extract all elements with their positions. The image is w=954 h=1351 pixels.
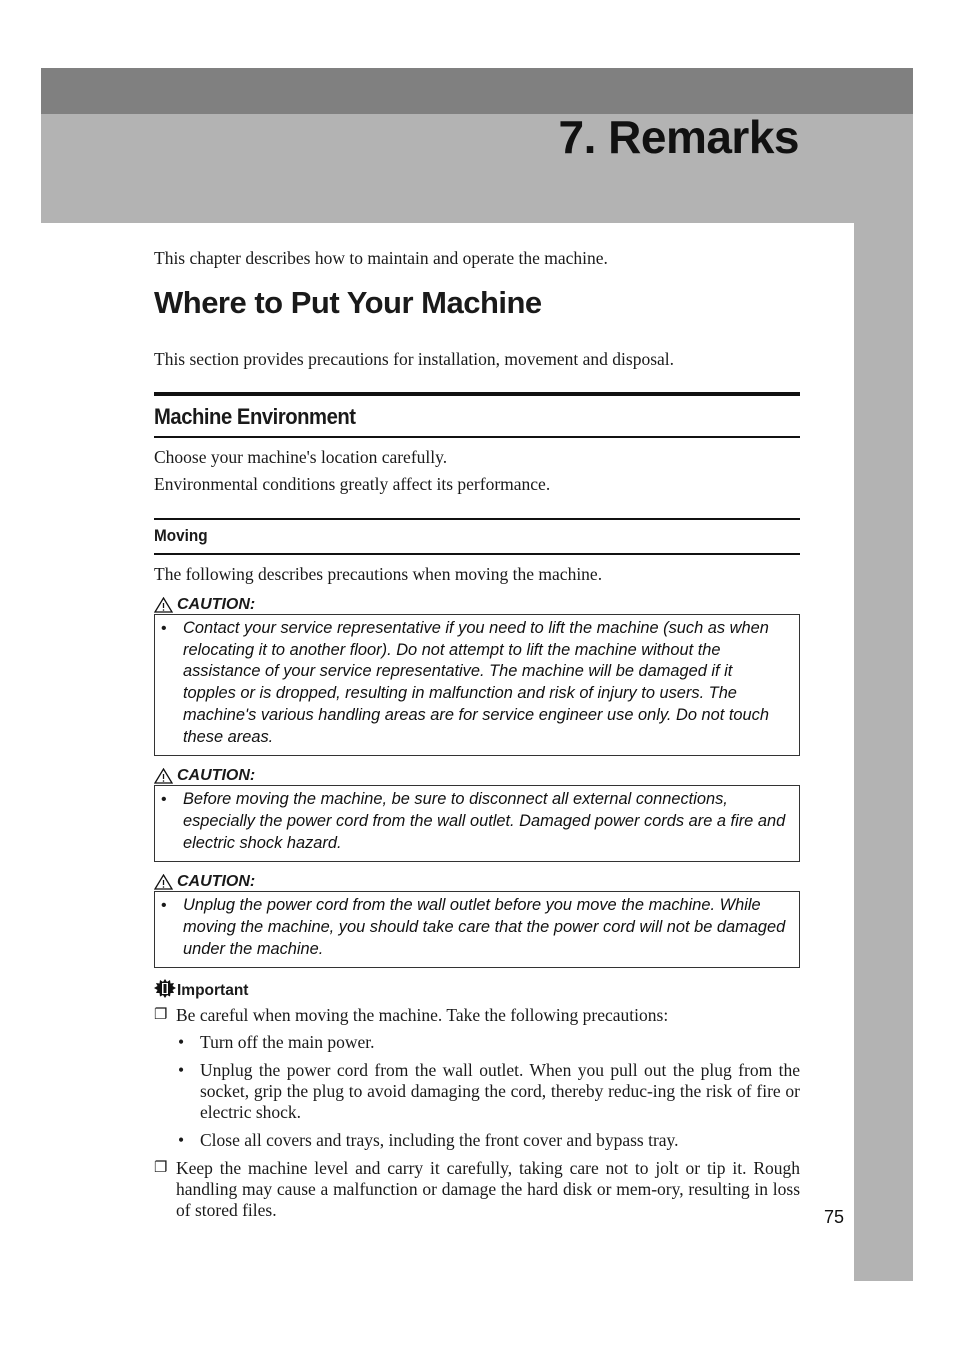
important-item [154,1158,800,1221]
environment-text [154,444,800,498]
important-label: Important [177,982,249,1000]
caution-label: CAUTION: [177,873,256,891]
warning-triangle-icon [154,874,173,890]
caution-block [154,873,800,968]
caution-heading [154,767,800,785]
section-description: This section provides precautions for installation, movement and disposal. [154,349,675,369]
caution-block [154,767,800,862]
warning-triangle-icon [154,597,173,613]
list-item-text: Unplug the power cord from the wall outlet. When you pull out the plug from the socket, grip the plug to avoid damaging the cord, thereby reduc-ing the risk of fire or electric shock. [200,1060,800,1123]
caution-box [154,891,800,968]
bullet-icon: • [161,791,167,809]
moving-header [154,518,800,555]
bullet-icon: • [178,1032,185,1053]
important-badge-icon [154,979,177,1004]
header-band-dark [41,68,913,114]
warning-triangle-icon [154,768,173,784]
caution-box [154,785,800,862]
important-item-text: Be careful when moving the machine. Take the following precautions: [176,1005,669,1026]
list-item-text: Close all covers and trays, including the front cover and bypass tray. [200,1130,679,1151]
page-number: 75 [824,1207,845,1227]
moving-title: Moving [154,526,208,545]
caution-text: Unplug the power cord from the wall outlet before you move the machine. While moving the machine, you should take care that the power cord will not be damaged under the machine. [183,896,786,958]
caution-heading [154,873,800,891]
precaution-list [176,1032,800,1151]
bullet-icon: • [178,1130,185,1151]
list-item [176,1032,800,1053]
page-content [154,245,800,1221]
caution-label: CAUTION: [177,596,256,613]
bullet-icon: • [161,897,167,915]
side-margin-bar [854,223,913,1281]
caution-text: Before moving the machine, be sure to disconnect all external connections, especially the power cord from the wall outlet. Damaged power cords are a fire and electric shock hazard. [183,790,786,852]
caution-block [154,596,800,756]
bullet-icon: • [178,1060,185,1081]
important-heading [154,982,800,1000]
list-item [176,1130,800,1151]
environment-line: Environmental conditions greatly affect its performance. [154,474,551,494]
subsection-header [154,392,800,438]
subsection-title: Machine Environment [154,404,356,429]
moving-intro: The following describes precautions when moving the machine. [154,564,603,584]
caution-text: Contact your service representative if you need to lift the machine (such as when relocating it to another floor). Do not attempt to lift the machine without the assistance of your service representative. The machine will be damaged if it topples or is dropped, resulting in malfunction and risk of injury to users. The machine's various handling areas are for service engineer use only. Do not touch these areas. [183,619,769,746]
section-title: Where to Put Your Machine [154,285,542,320]
list-item [176,1060,800,1123]
caution-box [154,614,800,756]
environment-line: Choose your machine's location carefully. [154,447,448,467]
list-item-text: Turn off the main power. [200,1032,375,1053]
bullet-icon: • [161,620,167,637]
caution-heading [154,596,800,614]
important-item [154,1005,800,1026]
chapter-title: 7. Remarks [558,111,799,163]
chapter-intro: This chapter describes how to maintain and operate the machine. [154,248,608,268]
important-item-text: Keep the machine level and carry it carefully, taking care not to jolt or tip it. Rough handling may cause a malfunction or damage the hard disk or mem-ory, resulting in loss of stored files. [176,1158,800,1221]
checkbox-icon: ❐ [154,1007,168,1024]
caution-label: CAUTION: [177,767,256,785]
checkbox-icon: ❐ [154,1160,168,1177]
